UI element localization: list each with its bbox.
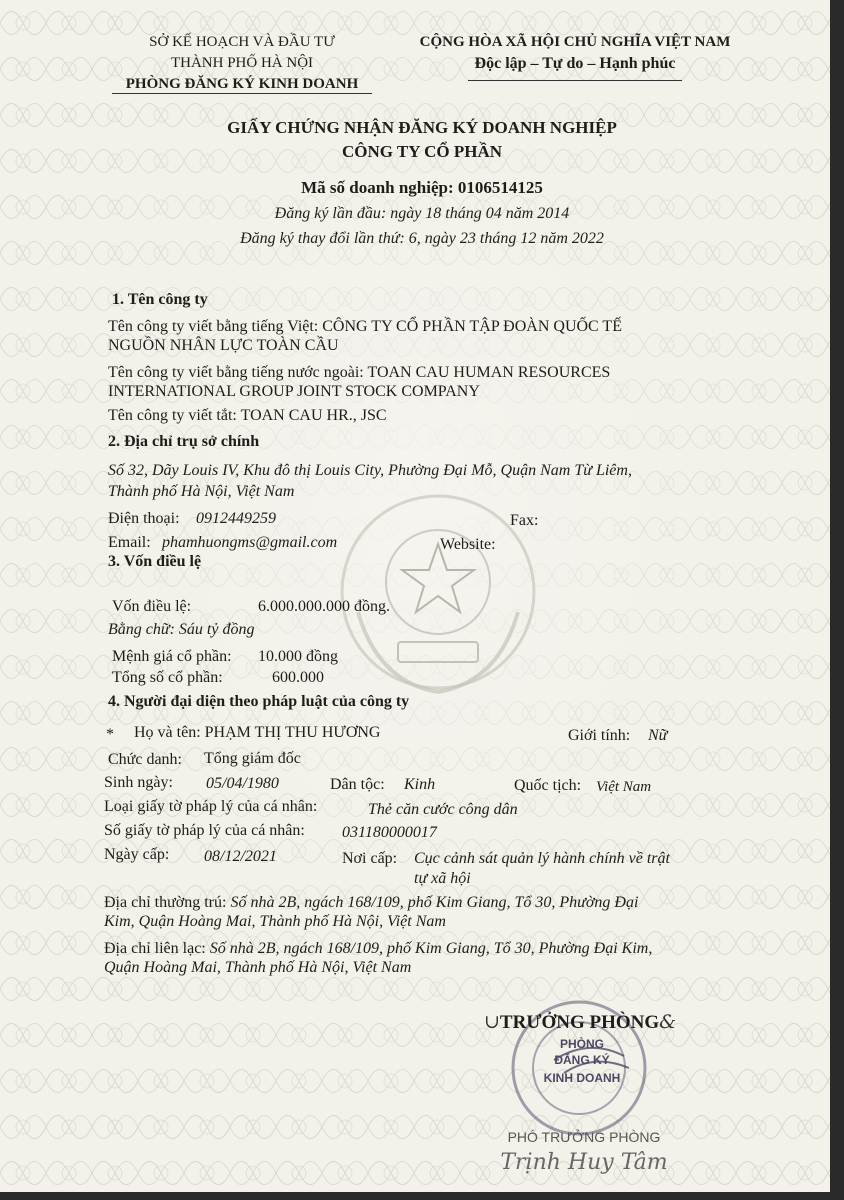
capital-value: 6.000.000.000 đồng. bbox=[258, 598, 390, 615]
signature-title: ∪TRƯỞNG PHÒNG& bbox=[484, 1011, 677, 1033]
change-registration: Đăng ký thay đổi lần thứ: 6, ngày 23 tháng 12 năm 2022 bbox=[240, 230, 604, 247]
ethnic-label: Dân tộc: bbox=[330, 776, 385, 793]
en-name-label: Tên công ty viết bằng tiếng nước ngoài: bbox=[108, 364, 364, 381]
bullet-mark: * bbox=[106, 726, 114, 743]
contact-address-label: Địa chỉ liên lạc: bbox=[104, 940, 206, 957]
par-value: 10.000 đồng bbox=[258, 648, 338, 665]
permanent-address-label: Địa chỉ thường trú: bbox=[104, 894, 227, 911]
website-label: Website: bbox=[440, 536, 496, 553]
rep-name-value: PHẠM THỊ THU HƯƠNG bbox=[204, 724, 381, 741]
agency-line-3: PHÒNG ĐĂNG KÝ KINH DOANH bbox=[112, 76, 372, 94]
nationality-value: Việt Nam bbox=[596, 779, 652, 795]
permanent-address-line-2: Kim, Quận Hoàng Mai, Thành phố Hà Nội, Việt Nam bbox=[104, 913, 446, 930]
address-line-2: Thành phố Hà Nội, Việt Nam bbox=[108, 483, 295, 500]
issue-place-line-1: Cục cảnh sát quản lý hành chính về trật bbox=[414, 850, 670, 867]
issue-place-line-2: tự xã hội bbox=[414, 870, 471, 887]
permanent-address-row bbox=[104, 894, 638, 912]
nationality-label: Quốc tịch: bbox=[514, 777, 582, 794]
fax-label: Fax: bbox=[510, 512, 539, 529]
abbr-name-value: TOAN CAU HR., JSC bbox=[240, 407, 387, 424]
email-label: Email: bbox=[108, 534, 151, 551]
gender-value: Nữ bbox=[648, 727, 668, 744]
total-shares-value: 600.000 bbox=[272, 669, 324, 686]
stamp-text-line-1: PHÒNG bbox=[559, 1037, 604, 1051]
dob-label: Sinh ngày: bbox=[104, 774, 173, 791]
country-name: CỘNG HÒA XÃ HỘI CHỦ NGHĨA VIỆT NAM bbox=[419, 34, 731, 50]
phone-value: 0912449259 bbox=[196, 510, 276, 527]
deputy-head-title: PHÓ TRƯỞNG PHÒNG bbox=[507, 1129, 661, 1145]
signer-name: Trịnh Huy Tâm bbox=[500, 1150, 668, 1175]
phone-label: Điện thoại: bbox=[108, 510, 180, 527]
agency-line-2: THÀNH PHỐ HÀ NỘI bbox=[170, 55, 314, 71]
issue-place-label: Nơi cấp: bbox=[342, 850, 398, 867]
vn-name-value-2: NGUỒN NHÂN LỰC TOÀN CẦU bbox=[108, 337, 339, 354]
dob-value: 05/04/1980 bbox=[206, 775, 279, 792]
email-value: phamhuongms@gmail.com bbox=[162, 534, 338, 551]
capital-in-words: Bằng chữ: Sáu tỷ đồng bbox=[108, 621, 255, 638]
rep-name-row bbox=[134, 724, 380, 742]
company-type: CÔNG TY CỔ PHẦN bbox=[341, 142, 503, 161]
par-value-label: Mệnh giá cổ phần: bbox=[112, 648, 232, 665]
certificate-title: GIẤY CHỨNG NHẬN ĐĂNG KÝ DOANH NGHIỆP bbox=[227, 118, 617, 137]
abbr-name-row bbox=[108, 407, 387, 425]
agency-line-1: SỞ KẾ HOẠCH VÀ ĐẦU TƯ bbox=[149, 34, 335, 50]
section-4-heading: 4. Người đại diện theo pháp luật của công ty bbox=[108, 693, 410, 710]
vn-name-row bbox=[108, 318, 622, 336]
contact-address-line-2: Quận Hoàng Mai, Thành phố Hà Nội, Việt Nam bbox=[104, 959, 412, 976]
en-name-value-2: INTERNATIONAL GROUP JOINT STOCK COMPANY bbox=[108, 383, 480, 400]
section-1-heading: 1. Tên công ty bbox=[112, 291, 208, 308]
en-name-row bbox=[108, 364, 610, 382]
capital-label: Vốn điều lệ: bbox=[112, 598, 192, 615]
section-3-heading: 3. Vốn điều lệ bbox=[108, 553, 202, 570]
abbr-name-label: Tên công ty viết tắt: bbox=[108, 407, 237, 424]
id-number-value: 031180000017 bbox=[342, 824, 437, 841]
contact-address-row bbox=[104, 940, 652, 958]
id-type-label: Loại giấy tờ pháp lý của cá nhân: bbox=[104, 798, 318, 815]
vn-name-label: Tên công ty viết bằng tiếng Việt: bbox=[108, 318, 319, 335]
country-motto: Độc lập – Tự do – Hạnh phúc bbox=[474, 55, 676, 72]
stamp-text-line-2: ĐĂNG KÝ bbox=[554, 1053, 610, 1067]
head-of-office-title: TRƯỞNG PHÒNG bbox=[499, 1012, 660, 1033]
stamp-text-line-3: KINH DOANH bbox=[543, 1071, 621, 1085]
section-2-heading: 2. Địa chỉ trụ sở chính bbox=[108, 433, 260, 450]
position-value: Tổng giám đốc bbox=[204, 750, 301, 767]
address-line-1: Số 32, Dãy Louis IV, Khu đô thị Louis City, Phường Đại Mỗ, Quận Nam Từ Liêm, bbox=[108, 462, 632, 479]
ethnic-value: Kinh bbox=[404, 776, 436, 793]
issue-date-value: 08/12/2021 bbox=[204, 848, 277, 865]
id-type-value: Thẻ căn cước công dân bbox=[368, 801, 518, 818]
permanent-address-line-1: Số nhà 2B, ngách 168/109, phố Kim Giang, Tổ 30, Phường Đại bbox=[230, 894, 639, 911]
en-name-value-1: TOAN CAU HUMAN RESOURCES bbox=[367, 364, 611, 381]
rep-name-label: Họ và tên: bbox=[134, 724, 201, 741]
issue-date-label: Ngày cấp: bbox=[104, 846, 170, 863]
first-registration: Đăng ký lần đầu: ngày 18 tháng 04 năm 2014 bbox=[274, 205, 570, 222]
position-label: Chức danh: bbox=[108, 751, 182, 768]
vn-name-value-1: CÔNG TY CỔ PHẦN TẬP ĐOÀN QUỐC TẾ bbox=[322, 318, 622, 335]
total-shares-label: Tổng số cổ phần: bbox=[112, 669, 223, 686]
motto-underline bbox=[468, 80, 682, 81]
gender-label: Giới tính: bbox=[568, 727, 631, 744]
id-number-label: Số giấy tờ pháp lý của cá nhân: bbox=[104, 822, 305, 839]
enterprise-code: Mã số doanh nghiệp: 0106514125 bbox=[301, 178, 543, 197]
contact-address-line-1: Số nhà 2B, ngách 168/109, phố Kim Giang, Tổ 30, Phường Đại Kim, bbox=[209, 940, 653, 957]
